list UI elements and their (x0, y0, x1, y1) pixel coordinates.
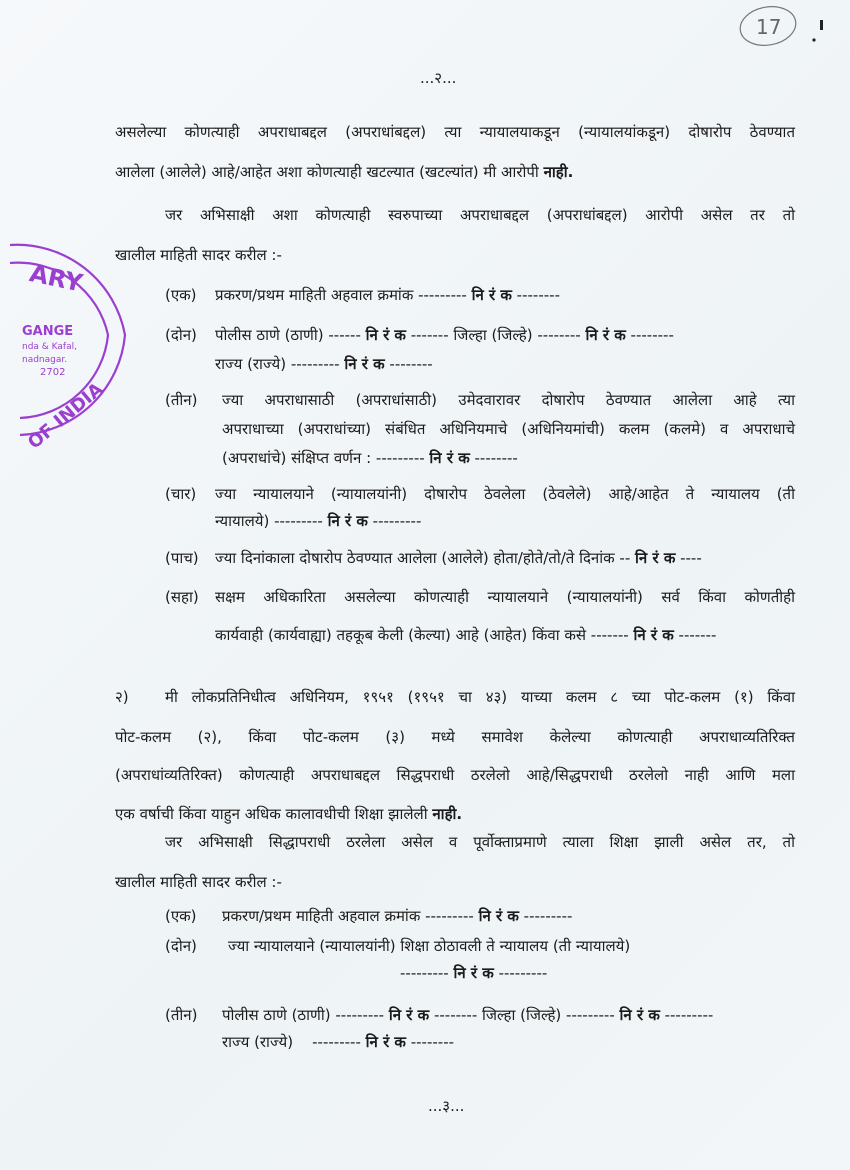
item-label: (तीन) (165, 391, 198, 409)
text-segment: -------- जिल्हा (जिल्हे) --------- (429, 1006, 620, 1024)
text-segment: -------- (384, 355, 433, 373)
text-segment: राज्य (राज्ये) --------- (215, 355, 345, 373)
text-segment: जर अभिसाक्षी सिद्धापराधी ठरलेला असेल व पूर्वोक्ताप्रमाणे त्याला शिक्षा झाली असेल तर, तो (165, 833, 795, 851)
page-marker-top: ...२... (420, 69, 457, 87)
emphasis-text: नाही. (543, 163, 574, 181)
text-segment: ------- (673, 626, 717, 644)
nil-value: नि रं क (633, 626, 674, 644)
para1-line (115, 162, 573, 182)
text-segment: --------- (659, 1006, 714, 1024)
para1-line (115, 122, 795, 142)
item-char (215, 484, 795, 504)
text-segment: पोट-कलम (२), किंवा पोट-कलम (३) मध्ये समावेश केलेल्या कोणत्याही अपराधाव्यतिरिक्त (115, 728, 795, 746)
text-segment: -------- (511, 286, 560, 304)
item-label: (एक) (165, 286, 197, 304)
text-segment: --------- (518, 907, 573, 925)
item-label: (तीन) (165, 1006, 198, 1024)
item-label: (चार) (165, 485, 197, 503)
text-segment: पोलीस ठाणे (ठाणी) --------- (222, 1006, 389, 1024)
page-marker-bottom: ...३... (428, 1097, 465, 1115)
item-label: (पाच) (165, 549, 199, 567)
emphasis-text: नाही. (432, 805, 463, 823)
section2-line (115, 804, 462, 824)
text-segment: खालील माहिती सादर करील :- (115, 246, 282, 264)
nil-value: नि रं क (585, 326, 626, 344)
text-segment: अपराधाच्या (अपराधांच्या) संबंधित अधिनियमाचे (अधिनियमांची) कलम (कलमे) व अपराधाचे (222, 420, 795, 438)
nil-value: नि रं क (453, 964, 494, 982)
item-saha-cont (215, 625, 716, 645)
svg-text:2702: 2702 (40, 367, 66, 378)
para3-line (115, 872, 282, 892)
text-segment: -------- (469, 449, 518, 467)
item-don-cont (215, 354, 433, 374)
text-segment: प्रकरण/प्रथम माहिती अहवाल क्रमांक --------- (222, 907, 479, 925)
item-label: (दोन) (165, 326, 197, 344)
nil-value: नि रं क (365, 1033, 406, 1051)
nil-value: नि रं क (619, 1006, 660, 1024)
para2-line (165, 205, 795, 225)
svg-text:GANGE: GANGE (22, 324, 74, 339)
item-teen (222, 390, 795, 410)
item-label: (दोन) (165, 937, 197, 955)
svg-text:ARY: ARY (27, 259, 85, 298)
item-don (215, 325, 674, 345)
text-segment: मी लोकप्रतिनिधीत्व अधिनियम, १९५१ (१९५१ चा ४३) याच्या कलम ८ च्या पोट-कलम (१) किंवा (165, 688, 795, 706)
item-ek (215, 285, 560, 305)
item-teen-cont (222, 419, 795, 439)
nil-value: नि रं क (388, 1006, 430, 1024)
text-segment: ज्या न्यायालयाने (न्यायालयांनी) दोषारोप ठेवलेला (ठेवलेले) आहे/आहेत ते न्यायालय (ती (215, 485, 795, 503)
nil-value: नि रं क (429, 449, 470, 467)
nil-value: नि रं क (635, 549, 676, 567)
text-segment: न्यायालये) --------- (215, 512, 328, 530)
para3-line (165, 832, 795, 852)
library-stamp (0, 235, 140, 455)
text-segment: एक वर्षाची किंवा याहुन अधिक कालावधीची शिक्षा झालेली (115, 805, 433, 823)
svg-text:17: 17 (756, 15, 782, 39)
item-label: (एक) (165, 907, 197, 925)
text-segment: कार्यवाही (कार्यवाह्या) तहकूब केली (केल्या) आहे (आहेत) किंवा कसे ------- (215, 626, 634, 644)
nil-value: नि रं क (344, 355, 385, 373)
item-teen-cont (222, 448, 518, 468)
item2-teen-cont (222, 1032, 454, 1052)
text-segment: खालील माहिती सादर करील :- (115, 873, 282, 891)
item-pach (215, 548, 702, 568)
svg-text:nadnagar.: nadnagar. (22, 355, 68, 365)
text-segment: सक्षम अधिकारिता असलेल्या कोणत्याही न्यायालयाने (न्यायालयांनी) सर्व किंवा कोणतीही (215, 588, 795, 606)
svg-text:nda & Kafal,: nda & Kafal, (22, 342, 77, 352)
nil-value: नि रं क (478, 907, 519, 925)
section2-line (115, 727, 795, 747)
text-segment: ---- (675, 549, 702, 567)
item2-don-cont (400, 963, 547, 983)
text-segment: (अपराधांचे) संक्षिप्त वर्णन : --------- (222, 449, 430, 467)
item2-teen (222, 1005, 713, 1025)
text-segment: जर अभिसाक्षी अशा कोणत्याही स्वरुपाच्या अपराधाबद्दल (अपराधांबद्दल) आरोपी असेल तर तो (165, 206, 795, 224)
handwritten-page-number (738, 4, 838, 64)
nil-value: नि रं क (471, 286, 512, 304)
item-char-cont (215, 511, 421, 531)
text-segment: प्रकरण/प्रथम माहिती अहवाल क्रमांक --------- (215, 286, 472, 304)
item-label: २) (115, 688, 129, 706)
text-segment: -------- (405, 1033, 455, 1051)
nil-value: नि रं क (365, 326, 406, 344)
text-segment: ------- जिल्हा (जिल्हे) -------- (405, 326, 586, 344)
item-label: (सहा) (165, 588, 199, 606)
text-segment: आलेला (आलेले) आहे/आहेत अशा कोणत्याही खटल्यात (खटल्यांत) मी आरोपी (115, 163, 544, 181)
text-segment: (अपराधांव्यतिरिक्त) कोणत्याही अपराधाबद्दल सिद्धपराधी ठरलेलो आहे/सिद्धपराधी ठरलेलो नाही आणि मला (115, 766, 795, 784)
para2-line (115, 245, 282, 265)
text-segment: --------- (400, 964, 454, 982)
text-segment: --------- (367, 512, 422, 530)
text-segment: -------- (625, 326, 674, 344)
item2-ek (222, 906, 572, 926)
text-segment: ज्या न्यायालयाने (न्यायालयांनी) शिक्षा ठोठावली ते न्यायालय (ती न्यायालये) (228, 937, 631, 955)
text-segment: ज्या दिनांकाला दोषारोप ठेवण्यात आलेला (आलेले) होता/होते/तो/ते दिनांक -- (215, 549, 636, 567)
text-segment: राज्य (राज्ये) --------- (222, 1033, 366, 1051)
nil-value: नि रं क (327, 512, 368, 530)
svg-text:OF INDIA: OF INDIA (23, 378, 108, 454)
text-segment: असलेल्या कोणत्याही अपराधाबद्दल (अपराधांबद्दल) त्या न्यायालयाकडून (न्यायालयांकडून) दोषारोप ठेवण्यात (115, 123, 795, 141)
item-saha (215, 587, 795, 607)
text-segment: पोलीस ठाणे (ठाणी) ------ (215, 326, 366, 344)
text-segment: --------- (493, 964, 548, 982)
item2-don (228, 936, 630, 956)
text-segment: ज्या अपराधासाठी (अपराधांसाठी) उमेदवारावर दोषारोप ठेवण्यात आलेला आहे त्या (222, 391, 795, 409)
section2-line (165, 687, 795, 707)
section2-line (115, 765, 795, 785)
